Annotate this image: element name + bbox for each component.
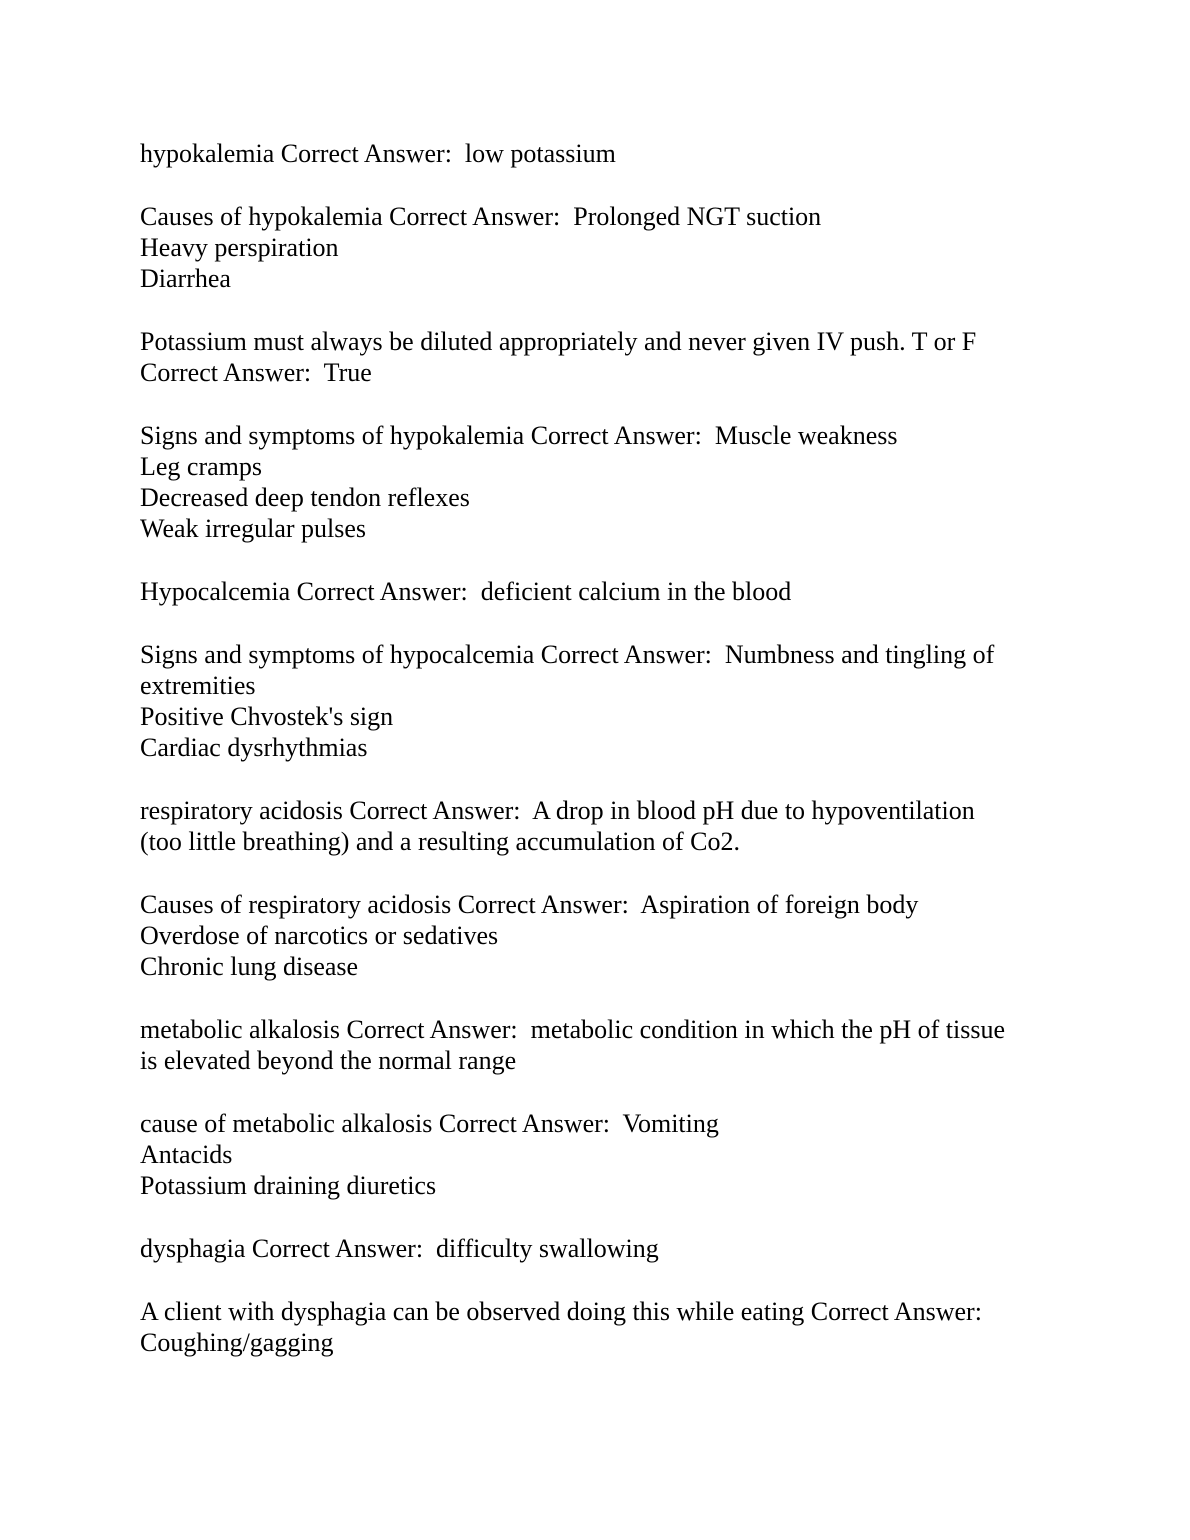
qa-entry-signs-hypocalcemia: [140, 639, 1070, 764]
entry-line: Overdose of narcotics or sedatives: [140, 921, 499, 951]
entry-line: extremities: [140, 670, 256, 700]
qa-entry-causes-respiratory-acidosis: [140, 889, 1070, 983]
entry-line: Potassium must always be diluted appropriately and never given IV push. T or F: [140, 326, 977, 356]
entry-line: cause of metabolic alkalosis Correct Answer: Vomiting: [140, 1108, 719, 1138]
entry-line: Coughing/gagging: [140, 1327, 334, 1357]
entry-line: Potassium draining diuretics: [140, 1171, 437, 1201]
entry-line: Heavy perspiration: [140, 232, 339, 262]
entry-line: Hypocalcemia Correct Answer: deficient calcium in the blood: [140, 577, 792, 607]
entry-line: Antacids: [140, 1140, 233, 1170]
entry-line: respiratory acidosis Correct Answer: A drop in blood pH due to hypoventilation: [140, 796, 975, 826]
qa-entry-causes-hypokalemia: [140, 201, 1070, 295]
entry-line: Weak irregular pulses: [140, 514, 367, 544]
entry-line: (too little breathing) and a resulting accumulation of Co2.: [140, 827, 741, 857]
entry-line: Signs and symptoms of hypokalemia Correct Answer: Muscle weakness: [140, 420, 898, 450]
entry-line: Leg cramps: [140, 451, 263, 481]
entry-line: Signs and symptoms of hypocalcemia Correct Answer: Numbness and tingling of: [140, 639, 995, 669]
qa-entry-metabolic-alkalosis: [140, 1014, 1070, 1076]
entry-line: dysphagia Correct Answer: difficulty swallowing: [140, 1234, 659, 1264]
qa-entry-dysphagia: [140, 1233, 1070, 1264]
qa-entry-dysphagia-observation: [140, 1296, 1070, 1358]
entry-line: Positive Chvostek's sign: [140, 702, 394, 732]
entry-line: Causes of hypokalemia Correct Answer: Prolonged NGT suction: [140, 201, 822, 231]
entry-line: Cardiac dysrhythmias: [140, 733, 368, 763]
entry-line: metabolic alkalosis Correct Answer: metabolic condition in which the pH of tissue: [140, 1015, 1006, 1045]
entry-line: hypokalemia Correct Answer: low potassium: [140, 139, 616, 168]
qa-entry-signs-hypokalemia: [140, 420, 1070, 545]
entry-line: Causes of respiratory acidosis Correct Answer: Aspiration of foreign body: [140, 889, 919, 919]
qa-entry-hypocalcemia: [140, 576, 1070, 607]
entry-line: Diarrhea: [140, 264, 231, 294]
entry-line: is elevated beyond the normal range: [140, 1046, 517, 1076]
entry-line: Chronic lung disease: [140, 952, 359, 982]
qa-entry-potassium-dilution: [140, 326, 1070, 388]
qa-entry-cause-metabolic-alkalosis: [140, 1108, 1070, 1202]
qa-entry-respiratory-acidosis: [140, 795, 1070, 857]
qa-entry-hypokalemia: [140, 138, 1070, 169]
entry-line: A client with dysphagia can be observed doing this while eating Correct Answer:: [140, 1296, 982, 1326]
document-page: [140, 138, 1070, 1390]
entry-line: Correct Answer: True: [140, 358, 372, 388]
entry-line: Decreased deep tendon reflexes: [140, 483, 470, 513]
